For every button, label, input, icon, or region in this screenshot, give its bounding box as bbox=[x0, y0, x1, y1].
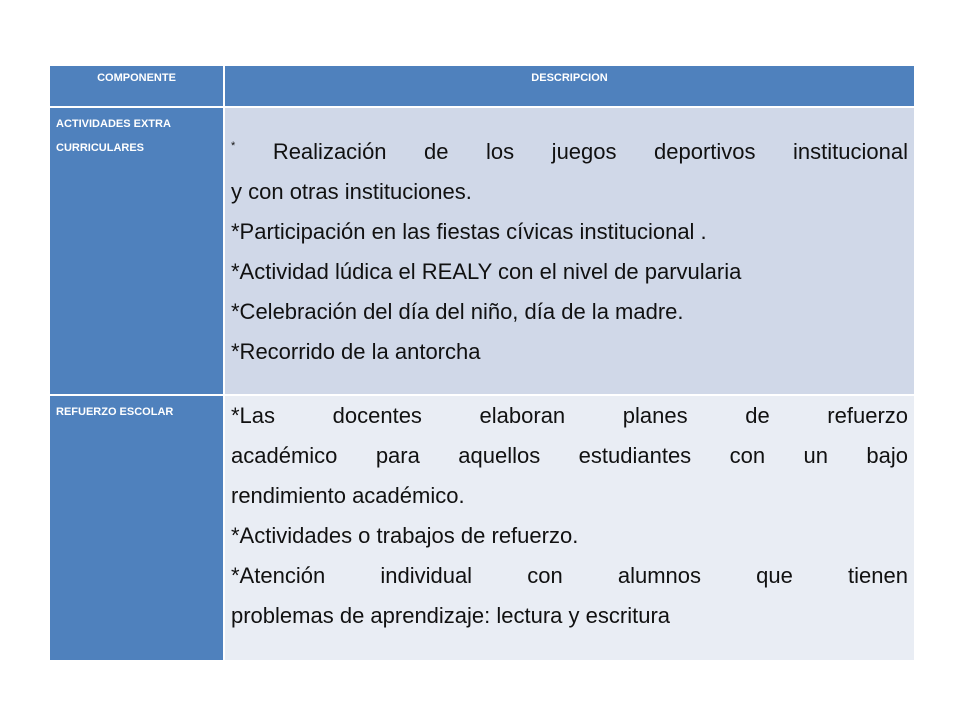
descripcion-line: *Actividades o trabajos de refuerzo. bbox=[231, 523, 579, 548]
componente-text-line: CURRICULARES bbox=[56, 142, 144, 154]
descripcion-line: *Recorrido de la antorcha bbox=[231, 339, 481, 364]
header-componente-label: COMPONENTE bbox=[97, 72, 176, 84]
bullet-star: * bbox=[231, 140, 236, 152]
componente-cell bbox=[49, 395, 224, 661]
descripcion-cell bbox=[224, 395, 915, 661]
header-componente bbox=[49, 65, 224, 107]
table-row bbox=[49, 395, 915, 661]
descripcion-line: *Las docentes elaboran planes de refuerzo bbox=[231, 403, 908, 428]
descripcion-line: *Participación en las fiestas cívicas institucional . bbox=[231, 219, 707, 244]
header-descripcion bbox=[224, 65, 915, 107]
descripcion-line: *Atención individual con alumnos que tienen bbox=[231, 563, 908, 588]
descripcion-line: problemas de aprendizaje: lectura y escritura bbox=[231, 603, 671, 628]
table-row bbox=[49, 107, 915, 395]
componente-text-line: ACTIVIDADES EXTRA bbox=[56, 118, 171, 130]
descripcion-cell bbox=[224, 107, 915, 395]
descripcion-line: y con otras instituciones. bbox=[231, 179, 472, 204]
descripcion-line: *Actividad lúdica el REALY con el nivel de parvularia bbox=[231, 259, 742, 284]
descripcion-line: académico para aquellos estudiantes con un bajo bbox=[231, 443, 908, 468]
table-header-row bbox=[49, 65, 915, 107]
descripcion-line-text: Realización de los juegos deportivos institucional bbox=[272, 139, 908, 164]
componente-cell bbox=[49, 107, 224, 395]
header-descripcion-label: DESCRIPCION bbox=[531, 72, 608, 84]
descripcion-line bbox=[231, 132, 908, 172]
components-table bbox=[48, 64, 916, 662]
descripcion-line: rendimiento académico. bbox=[231, 483, 465, 508]
descripcion-line: *Celebración del día del niño, día de la madre. bbox=[231, 299, 684, 324]
componente-text-line: REFUERZO ESCOLAR bbox=[56, 406, 174, 418]
